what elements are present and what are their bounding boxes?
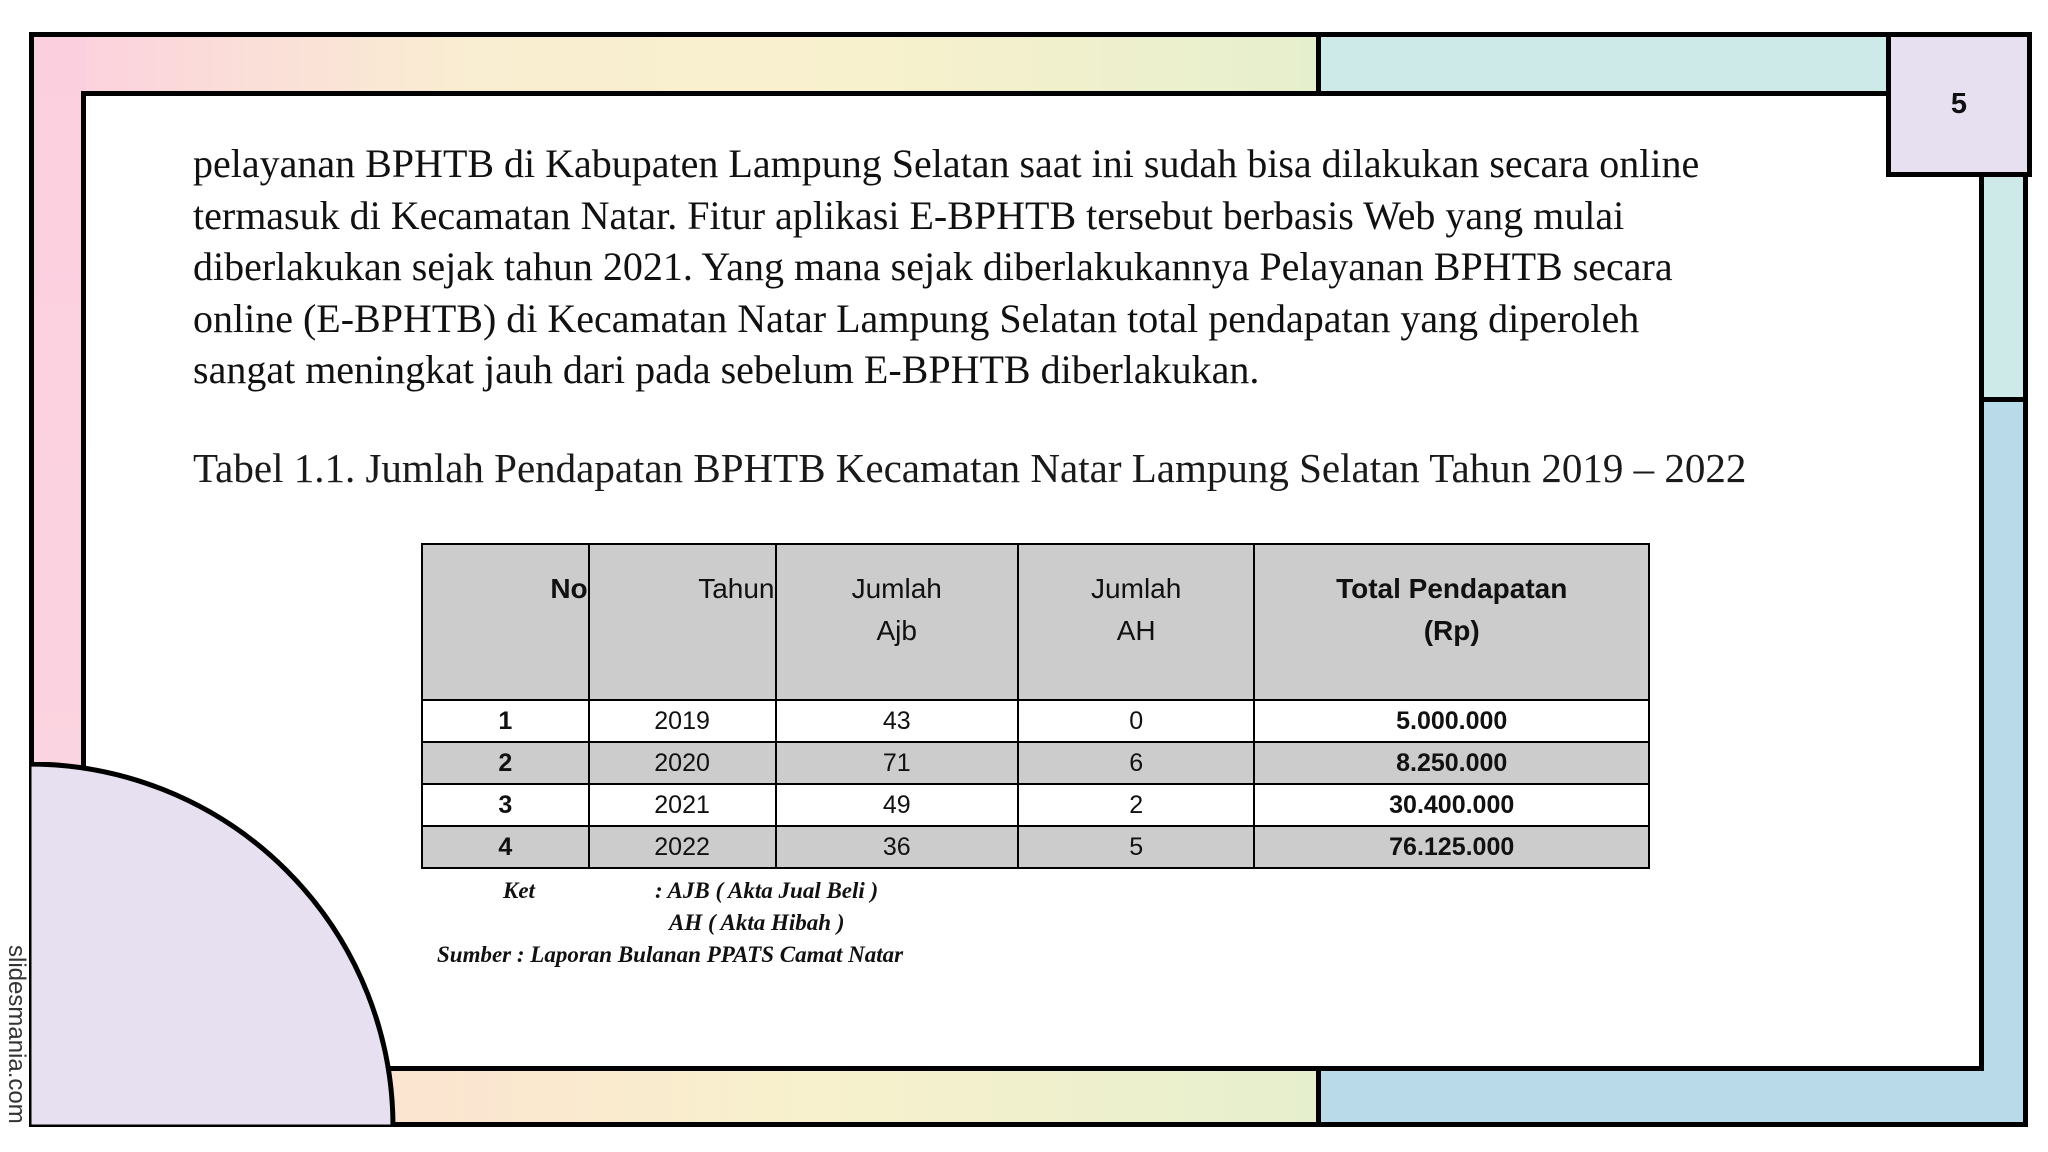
table-row <box>422 826 1649 868</box>
cell-total: 30.400.000 <box>1254 784 1649 826</box>
header-total-pendapatan: Total Pendapatan (Rp) <box>1254 544 1649 700</box>
paragraph-line: sangat meningkat jauh dari pada sebelum E-BPHTB diberlakukan. <box>193 347 1260 392</box>
cell-ajb: 71 <box>776 742 1018 784</box>
paragraph-line: termasuk di Kecamatan Natar. Fitur aplikasi E-BPHTB tersebut berbasis Web yang mulai <box>193 192 1625 238</box>
cell-total: 5.000.000 <box>1254 700 1649 742</box>
cell-no: 4 <box>422 826 589 868</box>
cell-ajb: 43 <box>776 700 1018 742</box>
header-jumlah-ah: Jumlah AH <box>1018 544 1254 700</box>
cell-ajb: 49 <box>776 784 1018 826</box>
table-row <box>422 784 1649 826</box>
page-number: 5 <box>1950 88 1968 120</box>
cell-ah: 2 <box>1018 784 1254 826</box>
paragraph-line: online (E-BPHTB) di Kecamatan Natar Lampung Selatan total pendapatan yang diperoleh <box>193 295 1640 341</box>
table-row <box>422 700 1649 742</box>
watermark: slidesmania.com <box>3 945 30 1124</box>
table-header-row <box>422 544 1649 700</box>
ket-label: Ket <box>503 878 535 903</box>
header-jumlah-ajb: Jumlah Ajb <box>776 544 1018 700</box>
cell-tahun: 2022 <box>589 826 776 868</box>
cell-ajb: 36 <box>776 826 1018 868</box>
cell-total: 76.125.000 <box>1254 826 1649 868</box>
source-text: Sumber : Laporan Bulanan PPATS Camat Natar <box>437 942 904 967</box>
quarter-circle-decoration <box>29 762 399 1127</box>
bottom-band-blue <box>1316 1067 2028 1122</box>
revenue-table <box>421 543 1650 869</box>
cell-no: 1 <box>422 700 589 742</box>
cell-tahun: 2021 <box>589 784 776 826</box>
paragraph-line: diberlakukan sejak tahun 2021. Yang mana sejak diberlakukannya Pelayanan BPHTB secara <box>193 244 1673 289</box>
table-row <box>422 742 1649 784</box>
cell-no: 3 <box>422 784 589 826</box>
ket-ah: AH ( Akta Hibah ) <box>669 910 845 935</box>
ket-ajb: : AJB ( Akta Jual Beli ) <box>655 878 879 903</box>
page-number-box <box>1886 32 2032 177</box>
header-tahun: Tahun <box>589 544 776 700</box>
cell-no: 2 <box>422 742 589 784</box>
header-no: No <box>422 544 589 700</box>
cell-total: 8.250.000 <box>1254 742 1649 784</box>
cell-tahun: 2020 <box>589 742 776 784</box>
table-caption: Tabel 1.1. Jumlah Pendapatan BPHTB Kecamatan Natar Lampung Selatan Tahun 2019 – 2022 <box>193 445 1747 491</box>
cell-ah: 0 <box>1018 700 1254 742</box>
top-band-gradient <box>34 37 1316 97</box>
cell-tahun: 2019 <box>589 700 776 742</box>
cell-ah: 6 <box>1018 742 1254 784</box>
paragraph-line: pelayanan BPHTB di Kabupaten Lampung Selatan saat ini sudah bisa dilakukan secara online <box>193 141 1700 186</box>
body-paragraph <box>193 138 1893 396</box>
cell-ah: 5 <box>1018 826 1254 868</box>
